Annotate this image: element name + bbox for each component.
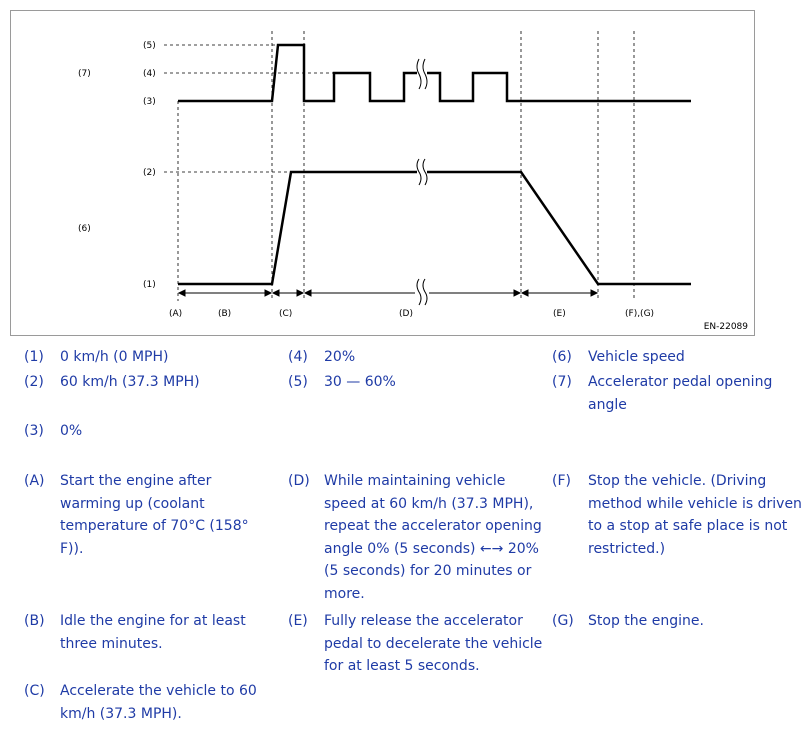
phase-guides (178, 31, 634, 301)
vehicle-speed-trace (178, 172, 691, 284)
legend-code: (3) (24, 423, 44, 439)
diagram-canvas (11, 11, 756, 337)
level-label-2: (2) (143, 168, 156, 178)
arrow-c-right (297, 290, 303, 296)
legend-code: (C) (24, 683, 45, 699)
phase-label-c: (C) (279, 309, 293, 319)
legend-code: (6) (552, 349, 572, 365)
level-label-5: (5) (143, 41, 156, 51)
legend-text: Fully release the accelerator pedal to decelerate the vehicle for at least 5 seconds. (324, 613, 543, 674)
legend-text: Start the engine after warming up (coolant temperature of 70°C (158° F)). (60, 473, 249, 557)
legend-code: (D) (288, 473, 310, 489)
arrow-ab-right (265, 290, 271, 296)
legend-code: (1) (24, 349, 44, 365)
legend-text: 0 km/h (0 MPH) (60, 349, 169, 365)
legend-text: 0% (60, 423, 83, 439)
legend-text: While maintaining vehicle speed at 60 km/h (37.3 MPH), repeat the accelerator opening angle 0% (5 seconds) ←→ 20% (5 seconds) for 20 minutes or more. (324, 473, 542, 602)
legend-code: (7) (552, 374, 572, 390)
legend-text: 20% (324, 349, 356, 365)
legend-text: Stop the vehicle. (Driving method while vehicle is driven to a stop at safe place is not restricted.) (588, 473, 802, 557)
phase-label-e: (E) (553, 309, 566, 319)
break-marks (417, 59, 427, 305)
phase-label-fg: (F),(G) (625, 309, 655, 319)
legend-code: (B) (24, 613, 45, 629)
timing-diagram (10, 10, 755, 336)
level-label-4: (4) (143, 69, 156, 79)
legend-code: (G) (552, 613, 574, 629)
legend-code: (4) (288, 349, 308, 365)
arrow-e-left (522, 290, 528, 296)
level-label-3: (3) (143, 97, 156, 107)
level-guides (164, 45, 333, 172)
legend-text: Idle the engine for at least three minutes. (60, 613, 246, 652)
arrow-d-left (305, 290, 311, 296)
arrow-d-right (514, 290, 520, 296)
legend-code: (E) (288, 613, 308, 629)
legend-text: Vehicle speed (588, 349, 685, 365)
phase-label-a: (A) (169, 309, 183, 319)
group-label-6: (6) (78, 224, 91, 234)
phase-label-b: (B) (218, 309, 232, 319)
group-label-7: (7) (78, 69, 91, 79)
legend-text: Stop the engine. (588, 613, 704, 629)
legend-text: Accelerator pedal opening angle (588, 374, 773, 413)
legend-code: (2) (24, 374, 44, 390)
legend-code: (5) (288, 374, 308, 390)
legend-code: (F) (552, 473, 571, 489)
phase-arrows (179, 290, 597, 296)
legend-text: 30 — 60% (324, 374, 396, 390)
level-label-1: (1) (143, 280, 156, 290)
legend-code: (A) (24, 473, 45, 489)
phase-label-d: (D) (399, 309, 413, 319)
legend-text: 60 km/h (37.3 MPH) (60, 374, 200, 390)
arrow-e-right (591, 290, 597, 296)
legend-text: Accelerate the vehicle to 60 km/h (37.3 MPH). (60, 683, 257, 722)
arrow-c-left (273, 290, 279, 296)
arrow-ab-left (179, 290, 185, 296)
figure-id: EN-22089 (703, 322, 748, 332)
